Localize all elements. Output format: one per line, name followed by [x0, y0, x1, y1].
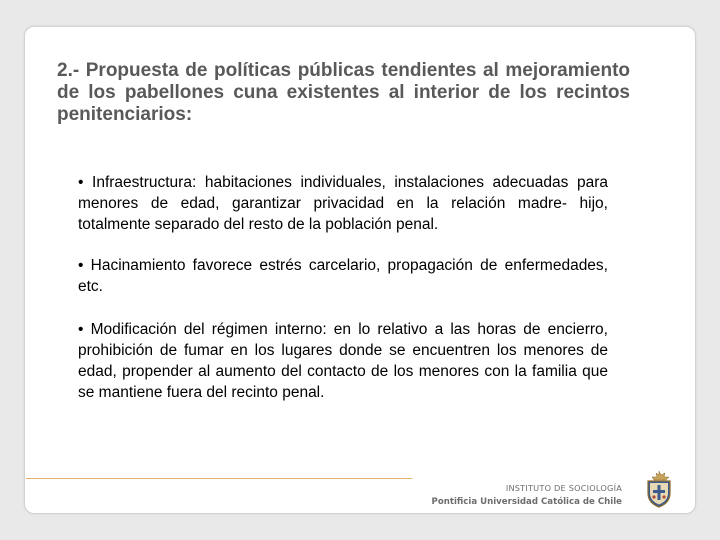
- slide-title: 2.- Propuesta de políticas públicas tendientes al mejoramiento de los pabellones cuna existentes al interior de los recintos penitenciarios:: [57, 60, 630, 125]
- university-name: Pontificia Universidad Católica de Chile: [431, 497, 622, 507]
- bullet-internal-regime: • Modificación del régimen interno: en lo relativo a las horas de encierro, prohibición de fumar en los lugares donde se encuentren los menores de edad, propender al aumento del contacto de los menores con la familia que se mantiene fuera del recinto penal.: [78, 321, 608, 401]
- footer-divider: [26, 478, 412, 479]
- university-crest-icon: [642, 469, 676, 509]
- institute-name: INSTITUTO DE SOCIOLOGÍA: [505, 483, 622, 493]
- bullet-list: [78, 172, 608, 403]
- bullet-overcrowding: • Hacinamiento favorece estrés carcelario, propagación de enfermedades, etc.: [78, 257, 608, 295]
- footer-institution: [400, 481, 622, 509]
- bullet-infrastructure: • Infraestructura: habitaciones individuales, instalaciones adecuadas para menores de edad, garantizar privacidad en la relación madre- hijo, totalmente separado del resto de la población penal.: [78, 174, 608, 233]
